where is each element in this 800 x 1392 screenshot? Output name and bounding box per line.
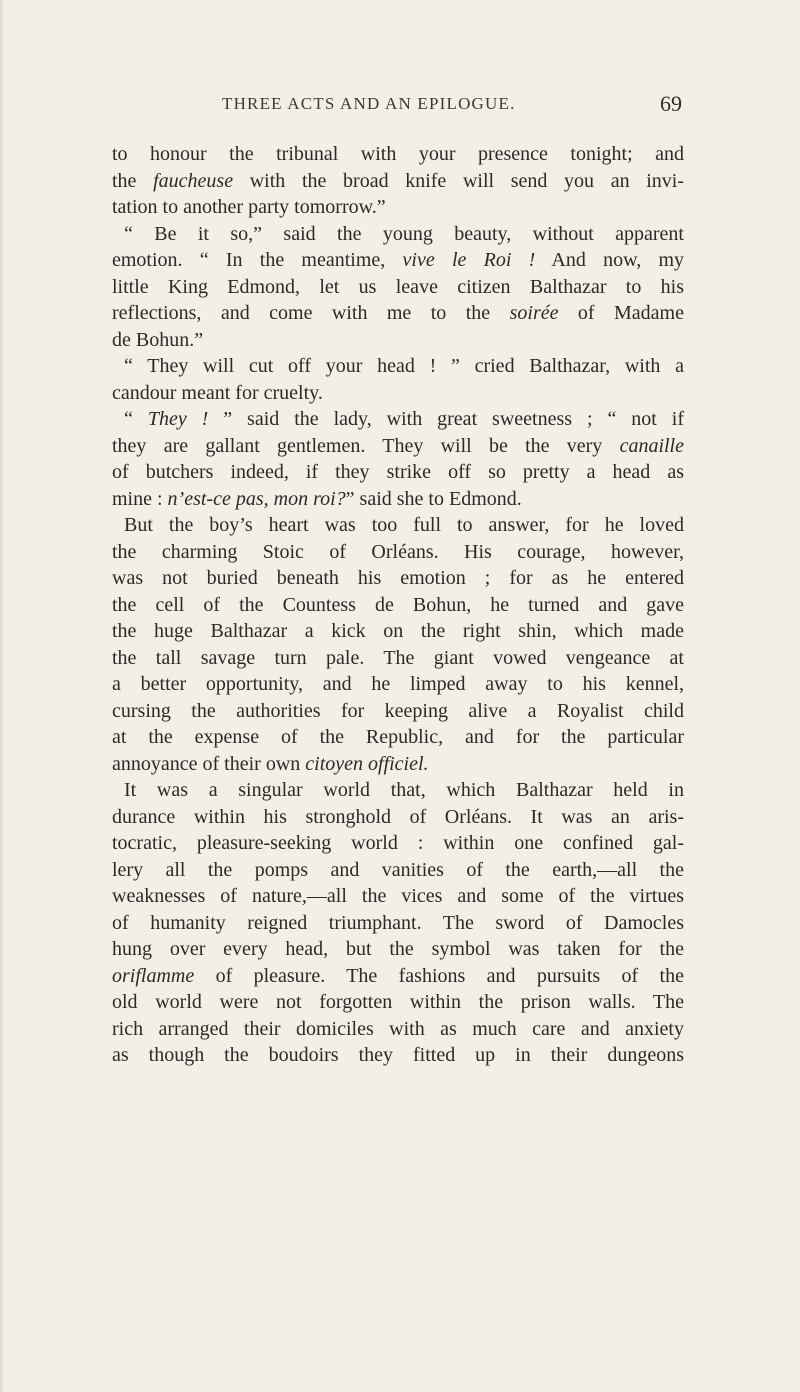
- text-segment: But the boy’s heart was too full to answer, for he loved: [124, 514, 684, 536]
- text-line: [112, 512, 684, 539]
- italic-text: vive le Roi !: [402, 249, 536, 271]
- text-segment: cursing the authorities for keeping alive a Royalist child: [112, 699, 684, 722]
- text-line: [112, 830, 684, 857]
- text-line: [112, 168, 684, 195]
- page-number: 69: [660, 91, 682, 116]
- text-segment: of pleasure. The fashions and pursuits of the: [194, 964, 684, 987]
- text-segment: was not buried beneath his emotion ; for as he entered: [112, 567, 684, 589]
- text-line: [112, 221, 684, 248]
- text-line: [112, 883, 684, 910]
- text-segment: a better opportunity, and he limped away to his kennel,: [112, 673, 684, 695]
- text-segment: the charming Stoic of Orléans. His courage, however,: [112, 540, 684, 563]
- text-segment: of Madame: [558, 302, 684, 324]
- text-segment: reflections, and come with me to the: [112, 302, 510, 324]
- italic-text: soirée: [509, 302, 559, 324]
- text-line: [112, 963, 684, 990]
- text-segment: lery all the pomps and vanities of the earth,—all the: [112, 858, 684, 881]
- text-line: [112, 618, 684, 645]
- body-text: [112, 141, 684, 1069]
- text-segment: candour meant for cruelty.: [112, 381, 323, 404]
- text-line: [112, 433, 684, 460]
- text-line: [112, 777, 684, 804]
- text-line: [112, 300, 684, 327]
- text-line: [112, 804, 684, 831]
- text-segment: tation to another party tomorrow.”: [112, 196, 386, 218]
- text-line: [112, 724, 684, 751]
- text-segment: they are gallant gentlemen. They will be the very: [112, 434, 620, 457]
- text-segment: And now, my: [535, 249, 685, 271]
- text-line: [112, 565, 684, 592]
- text-line: [112, 194, 684, 221]
- text-segment: as though the boudoirs they fitted up in their dungeons: [112, 1044, 684, 1066]
- text-segment: the huge Balthazar a kick on the right shin, which made: [112, 620, 684, 642]
- text-line: [112, 353, 684, 380]
- text-line: [112, 327, 684, 354]
- text-segment: weaknesses of nature,—all the vices and some of the virtues: [112, 885, 684, 907]
- italic-text: citoyen officiel.: [305, 752, 429, 775]
- text-line: [112, 698, 684, 725]
- italic-text: faucheuse: [153, 169, 234, 192]
- text-segment: ” said she to Edmond.: [345, 487, 522, 510]
- text-line: [112, 274, 684, 301]
- text-segment: to honour the tribunal with your presence tonight; and: [112, 143, 684, 165]
- text-segment: de Bohun.”: [112, 328, 204, 351]
- text-line: [112, 486, 684, 513]
- text-segment: tocratic, pleasure-seeking world : within one confined gal-: [112, 832, 684, 854]
- text-segment: It was a singular world that, which Balthazar held in: [124, 779, 684, 801]
- text-line: [112, 592, 684, 619]
- text-segment: emotion. “ In the meantime,: [112, 249, 403, 271]
- text-segment: the: [112, 169, 154, 192]
- text-segment: old world were not forgotten within the prison walls. The: [112, 991, 684, 1013]
- text-segment: of butchers indeed, if they strike off so pretty a head as: [112, 461, 684, 483]
- italic-text: n’est-ce pas, mon roi?: [167, 487, 346, 510]
- italic-text: oriflamme: [112, 964, 195, 987]
- text-line: [112, 857, 684, 884]
- text-segment: “: [124, 408, 148, 430]
- page-edge-shadow: [0, 0, 4, 1392]
- text-segment: annoyance of their own: [112, 752, 306, 775]
- text-line: [112, 459, 684, 486]
- text-segment: little King Edmond, let us leave citizen Balthazar to his: [112, 275, 684, 298]
- text-segment: the tall savage turn pale. The giant vowed vengeance at: [112, 646, 684, 669]
- text-segment: the cell of the Countess de Bohun, he turned and gave: [112, 593, 684, 616]
- text-line: [112, 989, 684, 1016]
- text-line: [112, 141, 684, 168]
- text-line: [112, 751, 684, 778]
- text-line: [112, 406, 684, 433]
- text-segment: ” said the lady, with great sweetness ; “ not if: [208, 408, 684, 430]
- text-line: [112, 247, 684, 274]
- italic-text: They !: [147, 408, 209, 430]
- text-segment: “ Be it so,” said the young beauty, without apparent: [124, 222, 684, 245]
- running-title: THREE ACTS AND AN EPILOGUE.: [222, 94, 516, 113]
- text-segment: with the broad knife will send you an invi-: [233, 169, 685, 192]
- text-line: [112, 1016, 684, 1043]
- text-line: [112, 645, 684, 672]
- text-segment: at the expense of the Republic, and for the particular: [112, 726, 684, 748]
- text-line: [112, 671, 684, 698]
- text-segment: “ They will cut off your head ! ” cried Balthazar, with a: [124, 355, 684, 377]
- text-line: [112, 910, 684, 937]
- running-head: [222, 91, 682, 118]
- text-segment: hung over every head, but the symbol was taken for the: [112, 938, 684, 960]
- text-line: [112, 1042, 684, 1069]
- text-line: [112, 539, 684, 566]
- text-segment: of humanity reigned triumphant. The sword of Damocles: [112, 911, 684, 934]
- text-segment: rich arranged their domiciles with as much care and anxiety: [112, 1017, 684, 1040]
- text-line: [112, 936, 684, 963]
- text-line: [112, 380, 684, 407]
- text-segment: durance within his stronghold of Orléans. It was an aris-: [112, 805, 684, 828]
- text-segment: mine :: [112, 487, 168, 510]
- italic-text: canaille: [619, 434, 684, 457]
